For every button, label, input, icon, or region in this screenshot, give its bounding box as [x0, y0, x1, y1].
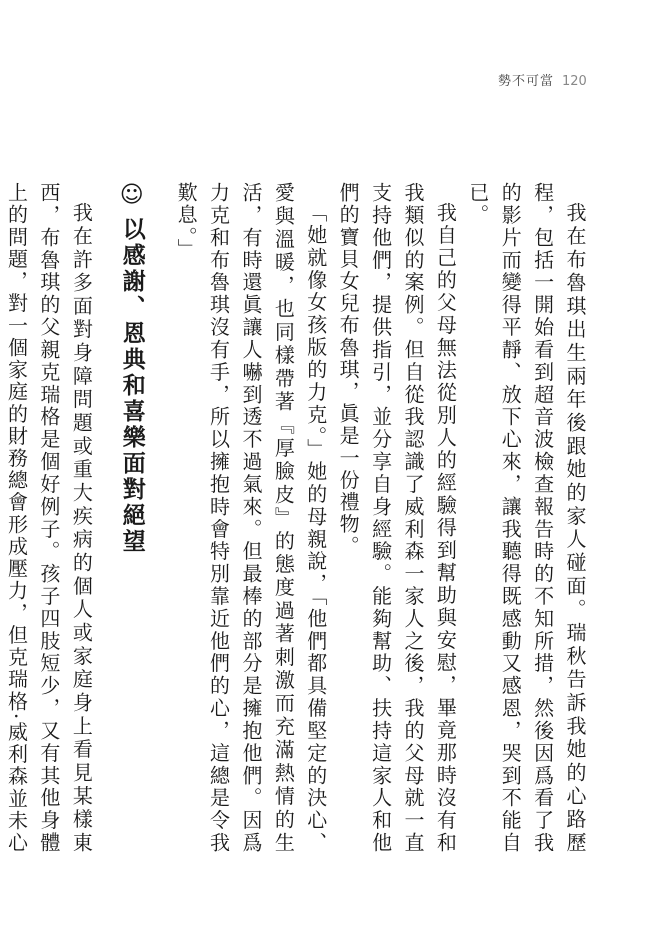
smiley-icon: ☺	[118, 182, 145, 211]
paragraph-3: 「她就像女孩版的力克。」她的母親說，「他們都具備堅定的決心、愛與溫暖，也同樣帶著『厚臉皮』的態度過著刺激而充滿熱情的生活，有時還眞讓人嚇到透不過氣來。但最棒的部分是擁抱他們。因爲力克和布魯琪沒有手，所以擁抱時會特別靠近他們的心，這總是令我歎息。」	[174, 182, 328, 854]
section-heading	[115, 182, 147, 854]
page-number: 120	[562, 74, 587, 89]
body-text	[0, 182, 591, 854]
book-title: 勢不可當	[498, 74, 555, 89]
running-header	[498, 70, 608, 89]
paragraph-2: 我自己的父母無法從別人的經驗得到幫助與安慰，畢竟那時沒有和我類似的案例。但自從我認識了威利森一家人之後，我的父母就一直支持他們，提供指引，並分享自身經驗。能夠幫助、扶持這家人和他們的寶貝女兒布魯琪，眞是一份禮物。	[336, 182, 458, 854]
section-heading-text: 以感謝、恩典和喜樂面對絕望	[118, 217, 145, 555]
paragraph-1: 我在布魯琪出生兩年後跟她的家人碰面。瑞秋告訴我她的心路歷程，包括一開始看到超音波檢查報告時的不知所措，然後因爲看了我的影片而變得平靜、放下心來，讓我聽得既感動又感恩，哭到不能自已。	[465, 182, 587, 854]
paragraph-4: 我在許多面對身障問題或重大疾病的個人或家庭身上看見某樣東西，布魯琪的父親克瑞格是個好例子。孩子四肢短少，又有其他身體上的問題，對一個家庭的財務總會形成壓力，但克瑞格·威利森並未心	[4, 182, 94, 854]
